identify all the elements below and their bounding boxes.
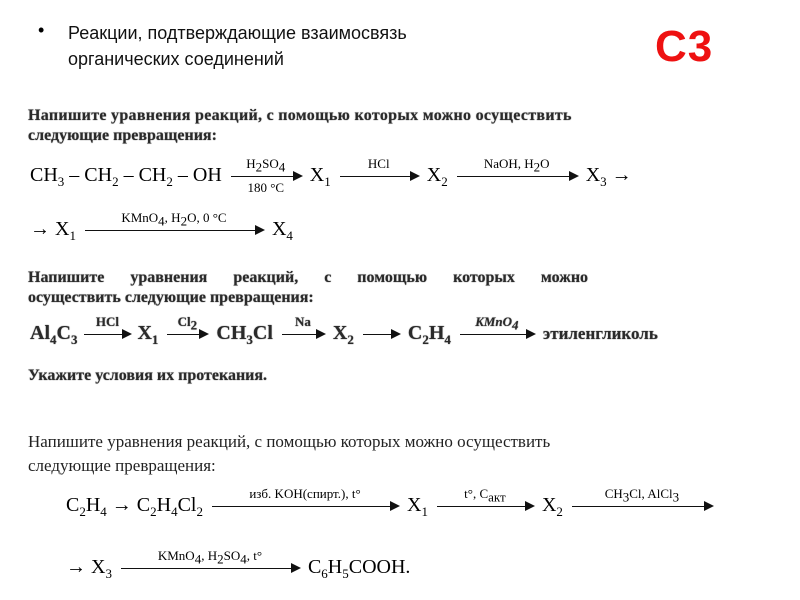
x4: $X_4$: [271, 218, 293, 243]
arrow-2-top-label: HCl: [367, 155, 390, 171]
task2-conditions: [28, 366, 267, 386]
arrow-1-top-label: $H_2SO_4$: [246, 155, 286, 175]
x1: $X_1$: [407, 494, 428, 519]
x2: $X_2$: [332, 322, 354, 347]
arrow-1: [231, 155, 301, 195]
arrow-koh: [212, 485, 398, 507]
slide-heading: [68, 20, 407, 72]
arrow-na-label: Na: [294, 313, 311, 329]
task3-equation-1: [66, 485, 716, 520]
task2-text: [28, 268, 772, 308]
x1: $X_1$: [137, 322, 159, 347]
x1-again: $X_1$: [55, 218, 76, 243]
arrow-oxidation: [121, 547, 299, 569]
arrow-na: [282, 313, 324, 335]
arrow-kmno4: [460, 313, 534, 335]
dichloroethane: $C_2H_4Cl_2$: [136, 494, 203, 519]
ethene: $C_2H_4$: [407, 322, 451, 347]
arrow-alkyl: [572, 485, 712, 507]
x3: $X_3$: [585, 164, 607, 189]
arrow-3: [457, 155, 577, 177]
task2-line-3: Укажите условия их протекания.: [28, 367, 268, 384]
lead-arrow: →: [30, 218, 50, 240]
arrow-oxidation-label: KMnO$_4$, $H_2SO_4$, t°: [157, 547, 263, 567]
task2-equation: [30, 313, 658, 348]
arrow-kmno4-label: KMnO$_4$: [475, 313, 519, 333]
arrow-hcl: [84, 313, 130, 335]
task1-text: [28, 106, 572, 146]
x3: $X_3$: [91, 556, 112, 581]
task1-equation-2: [30, 209, 293, 244]
ethene: $C_2H_4$: [66, 494, 107, 519]
arrow-4: [85, 209, 263, 231]
arrow-3-top-label: NaOH, $H_2O$: [483, 155, 550, 175]
task3-text: [28, 430, 550, 478]
arrow-cl2-label: $Cl_2$: [177, 313, 198, 333]
arrow-4-top-label: KMnO$_4$, $H_2O$, 0 °C: [121, 209, 227, 229]
task-code-badge: C3: [655, 22, 714, 71]
task1-equation-1: [30, 155, 632, 195]
arrow-plain: [363, 334, 399, 335]
arrow-1-bottom-label: 180 °C: [247, 179, 285, 195]
benzoic-acid: $C_6H_5COOH$.: [307, 556, 411, 581]
aluminium-carbide: $Al_4C_3$: [30, 322, 78, 347]
arrow-2: [340, 155, 418, 177]
arrow-heat: [437, 485, 533, 507]
propanol-formula: $CH_3 - CH_2 - CH_2$ – OH: [30, 164, 222, 189]
arrow-hcl-label: HCl: [95, 313, 120, 329]
lead-arrow: →: [66, 556, 86, 578]
task3-line-2: следующие превращения:: [28, 456, 216, 475]
arrow-heat-label: t°, $C_{акт}$: [464, 485, 506, 505]
ethylene-glycol: этиленгликоль: [542, 324, 658, 343]
heading-line-1: Реакции, подтверждающие взаимосвязь: [68, 23, 407, 43]
task1-line-1: Напишите уравнения реакций, с помощью которых можно осуществить: [28, 107, 572, 124]
task3-equation-2: [66, 547, 411, 582]
task2-line-1: Напишите уравнения реакций, с помощью которых можно: [28, 269, 589, 286]
task2-line-2: осуществить следующие превращения:: [28, 289, 314, 306]
bullet: •: [38, 20, 45, 40]
arrow-koh-label: изб. KOH(спирт.), t°: [249, 485, 361, 501]
arrow-cl2: [167, 313, 207, 335]
x2: $X_2$: [426, 164, 448, 189]
chloromethane: $CH_3Cl$: [216, 322, 273, 347]
arrow-alkyl-label: $CH_3Cl$, AlCl$_3$: [604, 485, 680, 505]
continuation-arrow: →: [611, 164, 632, 186]
x1: $X_1$: [309, 164, 331, 189]
simple-arrow: →: [111, 494, 132, 516]
task1-line-2: следующие превращения:: [28, 127, 217, 144]
heading-line-2: органических соединений: [68, 49, 284, 69]
x2: $X_2$: [541, 494, 563, 519]
task3-line-1: Напишите уравнения реакций, с помощью которых можно осуществить: [28, 432, 551, 451]
